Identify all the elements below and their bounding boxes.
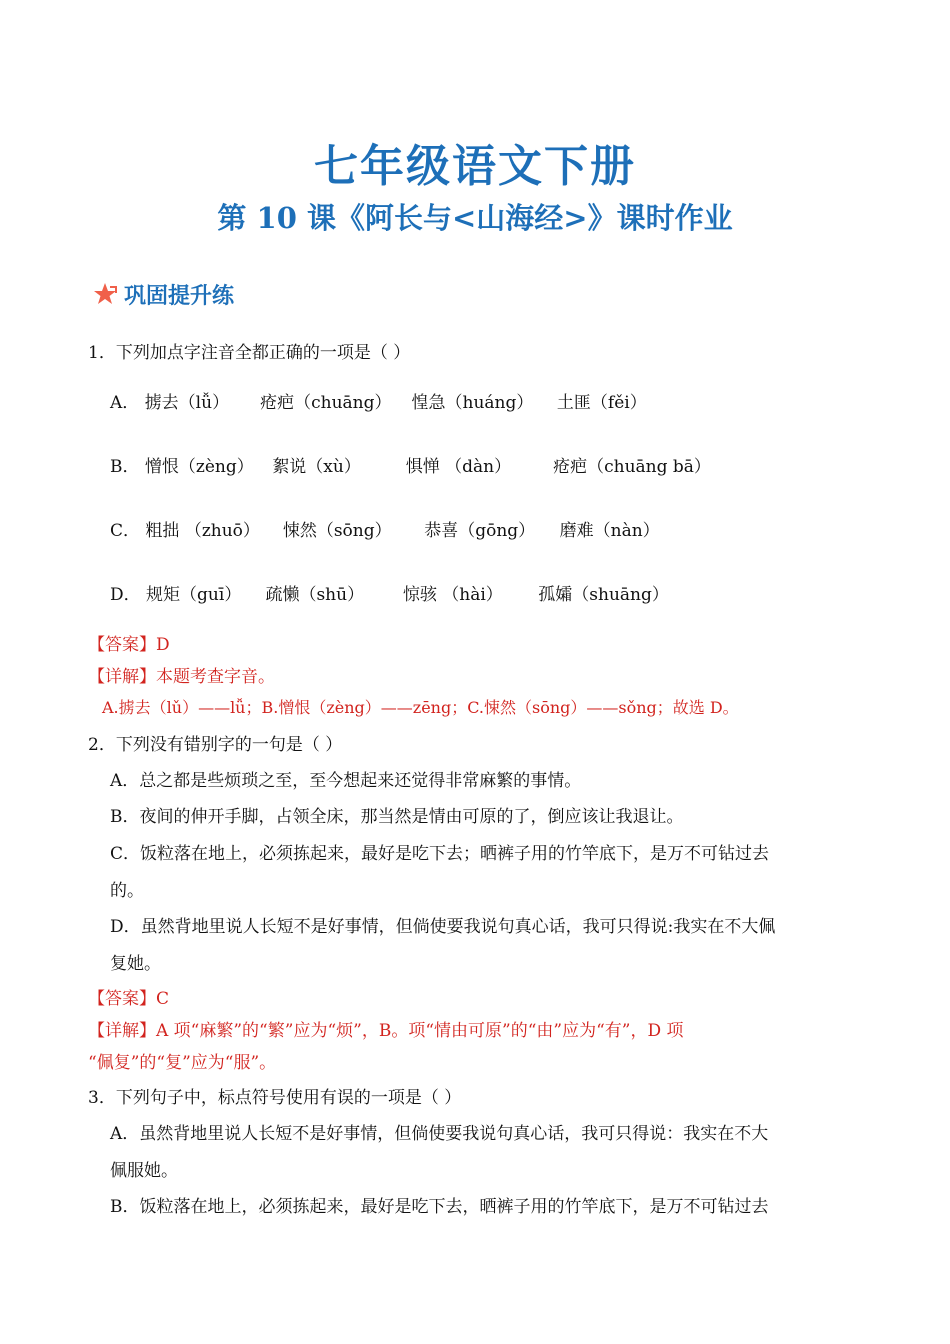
q1-answer: 【答案】D [88,635,170,655]
q2-answer: 【答案】C [88,989,170,1009]
q1d-item-4: 孤孀（shuāng） [538,585,669,605]
page-title: 七年级语文下册 [314,141,636,192]
q3-option-b-line1: B．饭粒落在地上，必须拣起来，最好是吃下去，晒裤子用的竹竿底下，是万不可钻过去 [110,1197,769,1217]
q1-explain-title: 【详解】本题考查字音。 [88,667,275,687]
q1c-item-1: 粗拙 （zhuō） [145,521,260,541]
q1b-item-4: 疮疤（chuāng bā） [553,457,711,477]
q1a-item-3: 惶急（huáng） [411,393,534,413]
page-subtitle: 第 10 课《阿长与<山海经>》课时作业 [217,201,733,235]
option-label: C． [110,521,141,541]
q1c-item-3: 恭喜（gōng） [424,521,536,541]
section-header [92,278,234,310]
q1d-item-1: 规矩（guī） [146,585,242,605]
section-label: 巩固提升练 [124,283,235,309]
q2-option-c-line1: C．饭粒落在地上，必须拣起来，最好是吃下去；晒裤子用的竹竿底下，是万不可钻过去 [110,844,770,864]
q2-option-a: A．总之都是些烦琐之至，至今想起来还觉得非常麻繁的事情。 [110,771,582,791]
q1c-item-2: 悚然（sōng） [282,521,392,541]
question-1-stem: 1．下列加点字注音全都正确的一项是（ ） [88,343,411,363]
q1b-item-2: 絮说（xù） [272,457,361,477]
q1a-item-2: 疮疤（chuāng） [260,393,392,413]
q1-explain-detail: A.掳去（lǔ）——lǚ；B.憎恨（zèng）——zēng；C.悚然（sōng）——sǒng；故选 D。 [102,698,739,717]
q1b-item-1: 憎恨（zèng） [144,457,254,477]
q1-option-c [110,516,660,541]
q1a-item-4: 土匪（fěi） [556,393,647,413]
option-label: B． [110,457,140,477]
q2-explain-line1: 【详解】A 项“麻繁”的“繁”应为“烦”，B。项“情由可原”的“由”应为“有”，D 项 [88,1021,684,1041]
option-label: A． [110,393,140,413]
q1-option-a [110,388,647,413]
q1-option-d [110,580,669,605]
q2-option-b: B．夜间的伸开手脚，占领全床，那当然是情由可原的了，倒应该让我退让。 [110,807,684,827]
q1d-item-3: 惊骇 （hài） [402,585,503,605]
q2-option-d-line1: D．虽然背地里说人长短不是好事情，但倘使要我说句真心话，我可只得说:我实在不大佩 [110,917,776,937]
q1d-item-2: 疏懒（shū） [265,585,365,605]
q3-option-a-line1: A．虽然背地里说人长短不是好事情，但倘使要我说句真心话，我可只得说：我实在不大 [110,1124,769,1144]
q1-option-b [110,452,711,477]
q1b-item-3: 惧惮 （dàn） [405,457,512,477]
q1c-item-4: 磨难（nàn） [559,521,660,541]
q3-option-a-line2: 佩服她。 [110,1161,178,1181]
q2-explain-line2: “佩复”的“复”应为“服”。 [88,1053,277,1073]
option-label: D． [110,585,141,605]
q2-option-c-line2: 的。 [110,881,144,901]
q2-option-d-line2: 复她。 [110,954,161,974]
q1a-item-1: 掳去（lǚ） [144,393,230,413]
question-2-stem: 2．下列没有错别字的一句是（ ） [88,735,343,755]
star-icon [92,281,118,307]
question-3-stem: 3．下列句子中，标点符号使用有误的一项是（ ） [88,1088,462,1108]
